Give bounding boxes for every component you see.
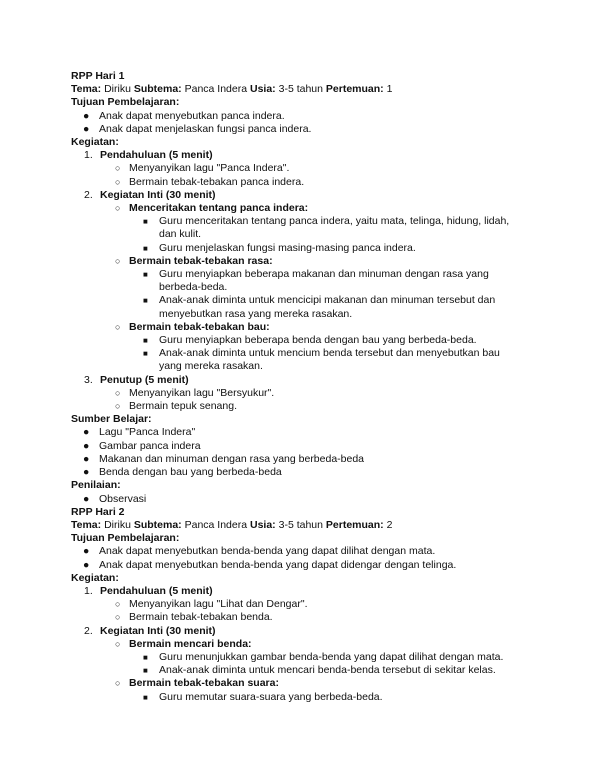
- day1-title: RPP Hari 1: [71, 70, 125, 82]
- circle-bullet-icon: ○: [115, 203, 121, 214]
- square-bullet-icon: ■: [143, 692, 148, 702]
- list-item: ○ Bermain tebak-tebakan panca indera.: [115, 175, 305, 188]
- circle-bullet-icon: ○: [115, 612, 121, 623]
- square-bullet-icon: ■: [143, 243, 148, 253]
- subtema-label: Subtema:: [133, 83, 182, 96]
- circle-bullet-icon: ○: [115, 176, 121, 187]
- pertemuan-value: 2: [386, 518, 393, 531]
- pertemuan-label: Pertemuan:: [325, 518, 384, 531]
- tema-value: Diriku: [104, 518, 131, 531]
- list-item: ■ Guru menceritakan tentang panca indera, yaitu mata, telinga, hidung, lidah,: [143, 215, 510, 228]
- list-item: ■ Guru memutar suara-suara yang berbeda-beda.: [143, 690, 383, 703]
- document-content: [71, 70, 531, 704]
- usia-label: Usia:: [250, 83, 276, 96]
- bullet-icon: ●: [83, 492, 90, 505]
- day2-tujuan-heading: Tujuan Pembelajaran:: [71, 532, 180, 545]
- list-item: ■ Anak-anak diminta untuk mencari benda-benda tersebut di sekitar kelas.: [143, 664, 496, 677]
- circle-bullet-icon: ○: [115, 255, 121, 266]
- list-item: ● Benda dengan bau yang berbeda-beda: [83, 466, 282, 479]
- list-item: ○ Bermain tebak-tebakan benda.: [115, 611, 273, 624]
- day1-kegiatan-heading: Kegiatan:: [71, 136, 119, 149]
- usia-value: 3-5 tahun: [278, 83, 323, 96]
- bullet-icon: ●: [83, 439, 90, 452]
- circle-bullet-icon: ○: [115, 638, 121, 649]
- bullet-icon: ●: [83, 545, 90, 558]
- square-bullet-icon: ■: [143, 336, 148, 346]
- circle-bullet-icon: ○: [115, 321, 121, 332]
- bullet-icon: ●: [83, 122, 90, 135]
- list-item: ○ Bermain tepuk senang.: [115, 400, 237, 413]
- list-item: ■ Guru menjelaskan fungsi masing-masing panca indera.: [143, 241, 416, 254]
- list-item: ○ Bermain tebak-tebakan suara:: [115, 677, 279, 690]
- subtema-value: Panca Indera: [184, 83, 248, 96]
- pertemuan-label: Pertemuan:: [325, 83, 384, 96]
- circle-bullet-icon: ○: [115, 599, 121, 610]
- list-item: ● Anak dapat menjelaskan fungsi panca indera.: [83, 122, 312, 135]
- list-item: ○ Menyanyikan lagu "Lihat dan Dengar".: [115, 598, 308, 611]
- list-item: ● Gambar panca indera: [83, 439, 201, 452]
- day1-penilaian-heading: Penilaian:: [71, 479, 121, 492]
- list-item-continuation: dan kulit.: [159, 228, 202, 241]
- bullet-icon: ●: [83, 109, 90, 122]
- list-item-continuation: yang mereka rasakan.: [159, 360, 263, 373]
- tema-label: Tema:: [71, 518, 102, 531]
- day2-title: RPP Hari 2: [71, 505, 125, 518]
- square-bullet-icon: ■: [143, 652, 148, 662]
- list-item: 3. Penutup (5 menit): [84, 373, 189, 386]
- list-item-continuation: berbeda-beda.: [159, 281, 228, 294]
- square-bullet-icon: ■: [143, 296, 148, 306]
- circle-bullet-icon: ○: [115, 678, 121, 689]
- list-item: ○ Bermain mencari benda:: [115, 637, 252, 650]
- circle-bullet-icon: ○: [115, 387, 121, 398]
- list-item: ○ Bermain tebak-tebakan bau:: [115, 320, 270, 333]
- list-item: 2. Kegiatan Inti (30 menit): [84, 188, 216, 201]
- day2-kegiatan-heading: Kegiatan:: [71, 571, 119, 584]
- list-item: ○ Bermain tebak-tebakan rasa:: [115, 254, 273, 267]
- bullet-icon: ●: [83, 426, 90, 439]
- list-item: 1. Pendahuluan (5 menit): [84, 149, 213, 162]
- list-item: ■ Anak-anak diminta untuk mencicipi makanan dan minuman tersebut dan: [143, 294, 496, 307]
- square-bullet-icon: ■: [143, 349, 148, 359]
- bullet-icon: ●: [83, 452, 90, 465]
- list-item: 2. Kegiatan Inti (30 menit): [84, 624, 216, 637]
- square-bullet-icon: ■: [143, 666, 148, 676]
- bullet-icon: ●: [83, 466, 90, 479]
- tema-label: Tema:: [71, 83, 102, 96]
- list-item: ○ Menyanyikan lagu "Bersyukur".: [115, 386, 275, 399]
- list-item: ■ Guru menunjukkan gambar benda-benda yang dapat dilihat dengan mata.: [143, 650, 504, 663]
- list-item: ● Anak dapat menyebutkan panca indera.: [83, 109, 285, 122]
- list-item: ● Anak dapat menyebutkan benda-benda yang dapat didengar dengan telinga.: [83, 558, 457, 571]
- circle-bullet-icon: ○: [115, 163, 121, 174]
- subtema-value: Panca Indera: [184, 518, 248, 531]
- square-bullet-icon: ■: [143, 270, 148, 280]
- list-item: 1. Pendahuluan (5 menit): [84, 584, 213, 597]
- tema-value: Diriku: [104, 83, 131, 96]
- list-item-continuation: menyebutkan rasa yang mereka rasakan.: [159, 307, 353, 320]
- list-item: ■ Guru menyiapkan beberapa makanan dan minuman dengan rasa yang: [143, 268, 489, 281]
- list-item: ■ Anak-anak diminta untuk mencium benda tersebut dan menyebutkan bau: [143, 347, 500, 360]
- usia-label: Usia:: [250, 518, 276, 531]
- bullet-icon: ●: [83, 558, 90, 571]
- day1-tujuan-heading: Tujuan Pembelajaran:: [71, 96, 180, 109]
- day2-meta: [71, 519, 531, 532]
- list-item: ● Makanan dan minuman dengan rasa yang berbeda-beda: [83, 452, 365, 465]
- list-item: ○ Menyanyikan lagu "Panca Indera".: [115, 162, 290, 175]
- pertemuan-value: 1: [386, 83, 393, 96]
- list-item: ○ Menceritakan tentang panca indera:: [115, 202, 309, 215]
- square-bullet-icon: ■: [143, 217, 148, 227]
- day1-sumber-heading: Sumber Belajar:: [71, 413, 152, 426]
- list-item: ● Lagu "Panca Indera": [83, 426, 196, 439]
- list-item: ■ Guru menyiapkan beberapa benda dengan bau yang berbeda-beda.: [143, 334, 477, 347]
- list-item: ● Anak dapat menyebutkan benda-benda yang dapat dilihat dengan mata.: [83, 545, 436, 558]
- usia-value: 3-5 tahun: [278, 518, 323, 531]
- list-item: ● Observasi: [83, 492, 147, 505]
- circle-bullet-icon: ○: [115, 401, 121, 412]
- subtema-label: Subtema:: [133, 518, 182, 531]
- day1-meta: [71, 83, 531, 96]
